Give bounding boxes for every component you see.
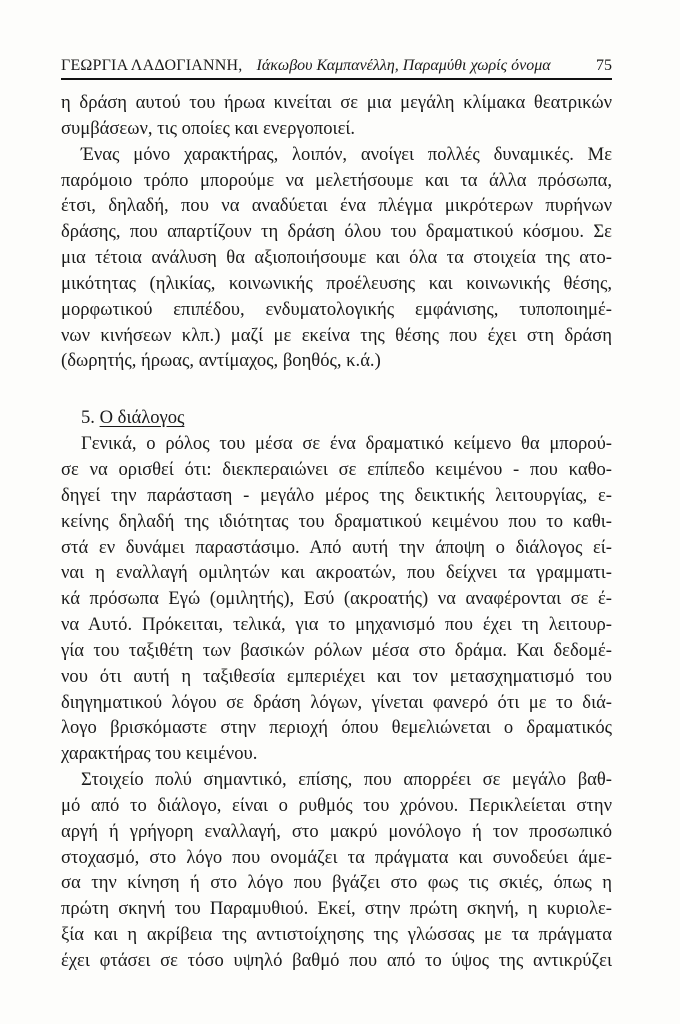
text-line: λογο βρισκόμαστε στην περιοχή όπου θεμελιώνεται ο δραματικός [61,717,612,739]
text-line: σα την κίνηση ή στο λόγο που βγάζει στο φως τις σκιές, όπως η [61,872,612,894]
text-line: νων κινήσεων κλπ.) μαζί με εκείνα της θέσης που έχει στη δράση [61,324,612,346]
paragraph [61,767,612,974]
section-number: 5. [81,407,95,429]
book-page [61,56,612,974]
text-line: γία του ταξιθέτη των βασικών ρόλων μέσα στο δράμα. Και δεδομέ- [61,639,612,661]
text-line: μικότητας (ηλικίας, κοινωνικής προέλευσης και κοινωνικής θέσης, [61,272,612,294]
header-book-title: Ιάκωβου Καμπανέλλη, Παραμύθι χωρίς όνομα [256,57,551,74]
text-line: κείνης δηλαδή της ιδιότητας του δραματικού κειμένου που το καθι- [61,510,612,532]
text-line: έχει φτάσει σε τόσο υψηλό βαθμό που από το ύψος της αντικρύζει [61,950,612,971]
text-line: πρώτη σκηνή του Παραμυθιού. Εκεί, στην πρώτη σκηνή, η κυριολε- [61,898,612,920]
text-line: μό από το διάλογο, είναι ο ρυθμός του χρόνου. Περικλείεται στην [61,794,612,816]
page-number: 75 [596,57,612,74]
running-header [61,56,612,80]
text-line: Ένας μόνο χαρακτήρας, λοιπόν, ανοίγει πολλές δυναμικές. Με [81,143,612,165]
text-line: δράσης, που απαρτίζουν τη δράση όλου του δραματικού κόσμου. Σε [61,221,612,243]
text-line: ναι η εναλλαγή ομιλητών και ακροατών, που δείχνει τα γραμματι- [61,562,612,584]
text-line: παρόμοιο τρόπο μπορούμε να μελετήσουμε και τα άλλα πρόσωπα, [61,169,612,191]
text-line: να Αυτό. Πρόκειται, τελικά, για το μηχανισμό που έχει τη λειτουρ- [61,614,612,636]
text-line: κά πρόσωπα Εγώ (ομιλητής), Εσύ (ακροατής) να αναφέρονται σε έ- [61,588,612,610]
section-heading [61,405,612,431]
text-line: μορφωτικού επιπέδου, ενδυματολογικής εμφάνισης, τυποποιημέ- [61,298,612,320]
section-title: Ο διάλογος [99,407,185,429]
text-line: στά εν δυνάμει παραστάσιμο. Από αυτή την άποψη ο διάλογος εί- [61,536,612,558]
text-line: μια τέτοια ανάλυση θα αξιοποιήσουμε και όλα τα στοιχεία της ατο- [61,247,612,269]
text-line: σε να ορισθεί ότι: διεκπεραιώνει σε επίπεδο κειμένου - που καθο- [61,458,612,480]
text-line: χαρακτήρας του κειμένου. [61,743,258,765]
text-line: ξία και η ακρίβεια της αντιστοίχησης της γλώσσας με τα πράγματα [61,924,612,946]
paragraph [61,90,612,142]
text-line: αργή ή γρήγορη εναλλαγή, στο μακρύ μονόλογο ή τον προσωπικό [61,820,612,842]
header-author: ΓΕΩΡΓΙΑ ΛΑΔΟΓΙΑΝΝΗ, [61,57,243,74]
text-line: δηγεί την παράσταση - μεγάλο μέρος της δεικτικής λειτουργίας, ε- [61,484,612,506]
text-line: διηγηματικού λόγου σε δράση λόγων, γίνεται φανερό ότι με το διά- [61,691,612,713]
text-line: έτσι, δηλαδή, που να αναδύεται ένα πλέγμα μικρότερων πυρήνων [61,195,612,217]
body-text [61,90,612,974]
text-line: Γενικά, ο ρόλος του μέσα σε ένα δραματικό κείμενο θα μπορού- [81,433,612,455]
text-line: νου ότι αυτή η ταξιθεσία εμπεριέχει και τον μετασχηματισμό του [61,665,612,687]
paragraph [61,431,612,767]
text-line: (δωρητής, ήρωας, αντίμαχος, βοηθός, κ.ά.) [61,350,381,372]
text-line: η δράση αυτού του ήρωα κινείται σε μια μεγάλη κλίμακα θεατρικών [61,92,612,113]
section-spacer [61,374,612,405]
text-line: στοχασμό, στο λόγο που ονομάζει τα πράγματα και συνοδεύει άμε- [61,846,612,868]
text-line: συμβάσεων, τις οποίες και ενεργοποιεί. [61,117,356,139]
paragraph [61,142,612,375]
text-line: Στοιχείο πολύ σημαντικό, επίσης, που απορρέει σε μεγάλο βαθ- [81,769,612,791]
